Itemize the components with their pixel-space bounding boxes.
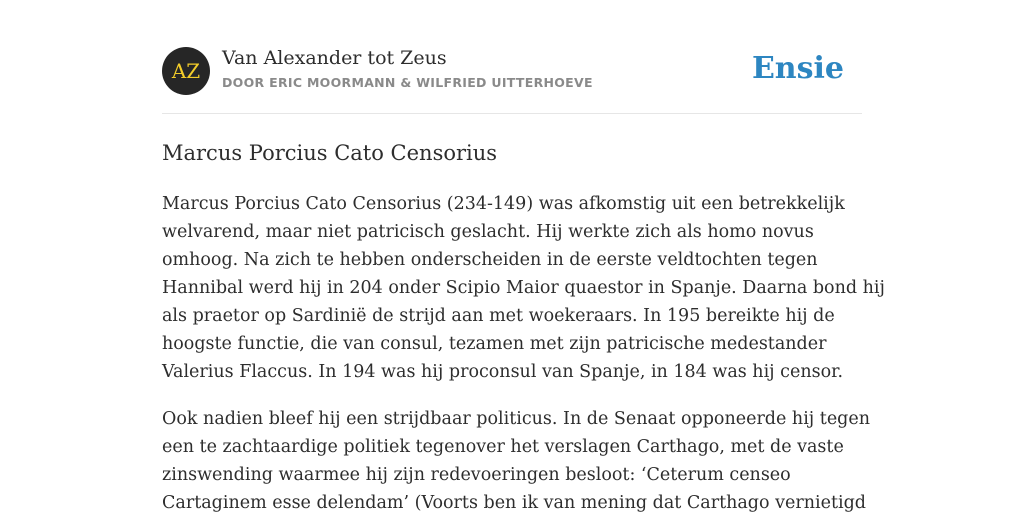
avatar[interactable]: AZ (162, 47, 210, 95)
paragraph-line: Ook nadien bleef hij een strijdbaar politicus. In de Senaat opponeerde hij tegen (162, 409, 871, 429)
divider (162, 113, 862, 114)
book-info (222, 46, 593, 90)
paragraph-line: Marcus Porcius Cato Censorius (234-149) was afkomstig uit een betrekkelijk (162, 194, 845, 214)
paragraph-line: welvarend, maar niet patricisch geslacht. Hij werkte zich als homo novus (162, 222, 814, 242)
paragraph-line: zinswending waarmee hij zijn redevoeringen besloot: ‘Ceterum censeo (162, 465, 791, 485)
paragraph-line: hoogste functie, die van consul, tezamen met zijn patricische medestander (162, 334, 827, 354)
paragraph-line: als praetor op Sardinië de strijd aan met woekeraars. In 195 bereikte hij de (162, 306, 835, 326)
book-title[interactable]: Van Alexander tot Zeus (222, 47, 447, 69)
paragraph-line: Hannibal werd hij in 204 onder Scipio Maior quaestor in Spanje. Daarna bond hij (162, 278, 885, 298)
paragraph-line: omhoog. Na zich te hebben onderscheiden in de eerste veldtochten tegen (162, 250, 818, 270)
article (162, 138, 885, 512)
brand-logo[interactable]: Ensie (751, 51, 844, 86)
book-authors: DOOR ERIC MOORMANN & WILFRIED UITTERHOEVE (222, 75, 593, 90)
header (162, 46, 862, 96)
article-paragraph (162, 190, 885, 386)
paragraph-line: Valerius Flaccus. In 194 was hij proconsul van Spanje, in 184 was hij censor. (162, 362, 844, 382)
page-title: Marcus Porcius Cato Censorius (162, 141, 498, 165)
paragraph-line: een te zachtaardige politiek tegenover het verslagen Carthago, met de vaste (162, 437, 844, 457)
paragraph-line: Cartaginem esse delendam’ (Voorts ben ik van mening dat Carthago vernietigd (162, 493, 866, 512)
article-paragraph (162, 405, 871, 512)
